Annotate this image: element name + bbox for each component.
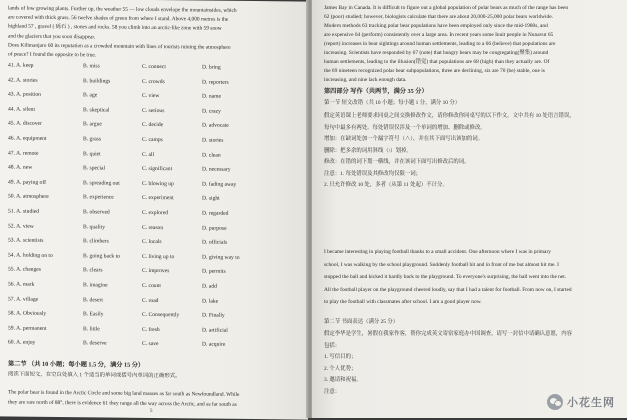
passage-line: of peace? I found the opposite to be true.: [8, 51, 97, 59]
answer-option: 57. A. village: [8, 296, 39, 303]
answer-option: C. living up to: [142, 253, 175, 261]
answer-option: D. name: [202, 93, 221, 100]
watermark-text: 小花生网: [567, 396, 615, 409]
answer-option: 58. A. Obviously: [8, 310, 47, 318]
passage-line: human settlements, leading to the illusion(错觉) that populations are 68 (high) than they actually are. Of: [324, 59, 550, 65]
answer-option: 41. A. keep: [8, 62, 34, 69]
answer-option: D. regarded: [202, 210, 229, 217]
answer-option: C. blowing up: [142, 180, 174, 188]
passage-line: are covered with thick grass. 56 twelve shades of green from where I stand. Above 4,000 metres is the: [8, 14, 229, 23]
answer-option: C. reason: [142, 224, 164, 231]
part4-section1-heading: 第一节 短文改错（共 10 小题；每小题 1 分，满分 10 分）: [324, 100, 461, 106]
left-exam-page: [0, 0, 308, 420]
writing-line: 1. 写信目的；: [324, 354, 357, 360]
answer-option: 52. A. view: [8, 223, 34, 230]
question-row: [8, 135, 304, 147]
passage-line: James Bay in Canada. It is difficult to figure out a global population of polar bears as much of the range has been: [324, 5, 569, 11]
answer-option: C. all: [142, 151, 155, 158]
answer-option: D. bring: [202, 64, 221, 71]
answer-option: B. going back to: [83, 253, 120, 260]
answer-option: 53. A. scientists: [8, 237, 44, 245]
question-row: [8, 179, 304, 191]
question-row: [8, 281, 304, 293]
answer-option: C. decide: [142, 122, 164, 129]
answer-option: C. locals: [142, 239, 162, 246]
answer-option: 50. A. atmosphere: [8, 193, 49, 201]
answer-option: B. experience: [83, 194, 114, 201]
passage-line: lands of low growing plants. Further up, the weather 55 — low clouds envelope the mountainsides, which: [8, 5, 237, 14]
answer-option: C. connect: [142, 63, 166, 71]
answer-option: 54. A. holding on to: [8, 252, 53, 259]
answer-option: B. buildings: [83, 77, 111, 85]
passage-line: increasing, and nine lack enough data.: [324, 77, 407, 83]
answer-option: D. crazy: [202, 108, 221, 115]
question-row: [8, 325, 304, 337]
answer-option: 49. A. paying off: [8, 179, 46, 186]
answer-option: 47. A. remote: [8, 150, 39, 157]
question-row: [8, 77, 304, 89]
answer-option: B. observed: [83, 209, 110, 216]
wechat-icon: [547, 394, 563, 410]
answer-option: 51. A. studied: [8, 208, 40, 215]
answer-option: B. skeptical: [83, 107, 110, 114]
answer-option: D. reporters: [202, 79, 229, 86]
answer-option: B. miss: [83, 63, 100, 70]
answer-option: B. special: [83, 165, 106, 172]
answer-option: D. officials: [202, 239, 228, 246]
answer-option: 45. A. discover: [8, 120, 42, 128]
essay-line: to play the football with classmates after school. I am a good player now.: [324, 299, 482, 305]
answer-option: 56. A. mark: [8, 281, 35, 288]
answer-option: 46. A. equipment: [8, 135, 47, 142]
passage-line: increasing. Scientists have responded by 67 (note) that hungry bears may be congregating(聚集) around: [324, 50, 549, 56]
answer-option: C. road: [142, 297, 159, 304]
question-row: [8, 208, 304, 220]
answer-option: B. grass: [83, 136, 102, 143]
instruction-line: 假定英语课上老师要求同桌之间交换修改作文，请你修改你同桌写的以下作文。文中共有 10 处语言错误，: [324, 113, 575, 119]
answer-option: B. little: [83, 326, 100, 333]
answer-option: C. explored: [142, 209, 169, 217]
answer-option: C. experiment: [142, 195, 174, 202]
part4-section2-heading: 第二节 书面表达（满分 25 分）: [324, 319, 399, 325]
answer-option: C. significant: [142, 166, 173, 173]
passage-line: Modern methods 63 tracking polar bear populations have been employed only since the mid-1980s, and: [324, 23, 548, 29]
passage-line: The polar bear is found in the Arctic Circle and some big land masses as far south as Newfoundland. While: [8, 389, 240, 398]
instruction-line: 注意：1. 每处错误及其修改均仅限一词；: [324, 170, 422, 177]
answer-option: D. giving way to: [202, 254, 240, 261]
page-number: 5: [150, 408, 153, 414]
answer-option: D. clean: [202, 152, 221, 159]
passage-line: are expensive 64 (perform) consistently over a large area. In recent years some Inuit people in Nunavut 65: [324, 32, 554, 38]
answer-option: B. spreading out: [83, 180, 120, 187]
answer-option: C. count: [142, 282, 161, 290]
answer-option: 48. A. new: [8, 164, 33, 171]
question-row: [8, 311, 304, 323]
answer-option: D. fading away: [202, 181, 237, 188]
passage-line: 62 (poor) studied; however, biologists calculate that there are about 20,000-25,000 polar bears worldwide.: [324, 14, 553, 20]
question-row: [8, 267, 304, 279]
instruction-line: 每句中最多有两处。每处错误仅涉及一个单词的增加、删除或修改。: [324, 124, 486, 131]
answer-option: 55. A. changes: [8, 266, 41, 274]
answer-option: B. imagine: [83, 282, 108, 289]
question-row: [8, 121, 304, 133]
answer-option: D. Finally: [202, 312, 225, 319]
answer-option: D. lake: [202, 298, 219, 305]
essay-line: I became interesting in playing football thanks to a small accident. One afternoon where I was in primary: [324, 249, 551, 255]
answer-option: D. artificial: [202, 327, 228, 334]
passage-line: Does Kilimanjaro 60 its reputation as a crowded mountain with lines of tourists ruining the atmosphere: [8, 42, 231, 51]
right-exam-page: [312, 0, 627, 418]
answer-option: D. add: [202, 283, 217, 290]
answer-option: D. advocate: [202, 122, 229, 130]
writing-line: 2. 个人优势；: [324, 365, 357, 372]
answer-option: C. save: [142, 341, 159, 348]
passage-line: highland 57 , gravel ( 砾石 ) , stones and rocks. 58 you climb into an arctic-like zone with 59 snow: [8, 23, 222, 33]
section-heading: 第二节 （共 10 小题；每小题 1.5 分，满分 15 分）: [8, 360, 145, 369]
writing-line: 3. 邀请和祝福。: [324, 377, 362, 383]
question-row: [8, 296, 304, 308]
answer-option: B. quality: [83, 223, 106, 231]
answer-option: B. desert: [83, 296, 103, 304]
answer-option: D. permits: [202, 268, 226, 276]
answer-option: B. age: [83, 92, 98, 99]
answer-option: C. view: [142, 93, 160, 100]
answer-option: C. serious: [142, 107, 165, 114]
answer-option: D. acquire: [202, 341, 226, 349]
answer-option: B. clears: [83, 267, 103, 274]
instruction-line: 修改：在错的词下划一横线，并在该词下面写出修改后的词。: [324, 159, 470, 165]
answer-option: 59. A. permanent: [8, 325, 47, 332]
answer-option: C. fresh: [142, 326, 160, 333]
passage-line: and the glaciers that you soon disappear.: [8, 33, 96, 40]
instruction-line: 删除：把多余的词用斜线（\）划掉。: [324, 147, 412, 154]
answer-option: 60. A. enjoy: [8, 339, 36, 347]
instruction-line: 2. 只允许修改 10 处，多者（从第 11 处起）不计分。: [324, 182, 448, 188]
question-row: [8, 165, 304, 177]
question-row: [8, 340, 304, 352]
answer-option: D. stories: [202, 137, 224, 144]
answer-option: C. Consequently: [142, 312, 180, 319]
question-row: [8, 223, 304, 235]
answer-option: C. crowds: [142, 78, 165, 85]
passage-line: the 69 nineteen recognized polar bear subpopulations, three are declining, six are 70 (be) stable, one is: [324, 68, 545, 74]
writing-line: 注意：: [324, 388, 341, 395]
question-row: [8, 238, 304, 250]
answer-option: C. improves: [142, 268, 170, 275]
answer-option: 42. A. stories: [8, 77, 38, 84]
passage-line: they are rare north of 88°, there is evidence 61 they range all the way across the Arctic, and as far south as: [8, 398, 237, 408]
answer-option: B. climbers: [83, 238, 109, 245]
essay-line: All the football player on the playground cheered loudly, say that I had a talent for football. From now on, I started: [324, 286, 572, 293]
watermark: [547, 394, 615, 410]
section-instruction: 阅读下面短文，在空白处填入 1 个适当的单词或括号内单词的正确形式。: [8, 371, 181, 380]
essay-line: stopped the ball and kicked it hardly back to the playground. To everyone's surprising, the ball went into the net.: [324, 274, 567, 280]
answer-option: D. sight: [202, 195, 220, 203]
answer-option: 44. A. silent: [8, 106, 36, 113]
question-row: [8, 150, 304, 162]
instruction-line: 增加：在缺词处加一个漏字符号（∧），并在其下面写出该加的词。: [324, 136, 484, 142]
question-row: [8, 252, 304, 264]
answer-option: B. Easily: [83, 311, 104, 318]
answer-option: B. argue: [83, 121, 102, 128]
passage-line: (report) increases in bear sightings around human settlements, leading to a 66 (believe) that populations are: [324, 41, 556, 47]
question-row: [8, 92, 304, 104]
essay-line: school, I was walking by the school playground. Suddenly football hit and in front of me but almost hit me. I: [324, 261, 559, 268]
part4-heading: 第四部分 写作（共两节，满分 35 分）: [324, 88, 428, 95]
answer-option: B. quiet: [83, 150, 101, 158]
answer-option: B. deserve: [83, 340, 107, 347]
question-row: [8, 194, 304, 206]
writing-line: 假定李华是学生，暑假在我家作客，帮你完成英文寄宿家庭办中国调查，请写一封信中请确认意愿，内容: [324, 331, 572, 337]
answer-option: 43. A. position: [8, 91, 41, 99]
answer-option: C. camps: [142, 136, 163, 144]
question-row: [8, 106, 304, 118]
answer-option: D. necessary: [202, 166, 231, 173]
question-row: [8, 62, 304, 74]
answer-option: D. purpose: [202, 225, 227, 232]
writing-line: 包括：: [324, 342, 341, 349]
